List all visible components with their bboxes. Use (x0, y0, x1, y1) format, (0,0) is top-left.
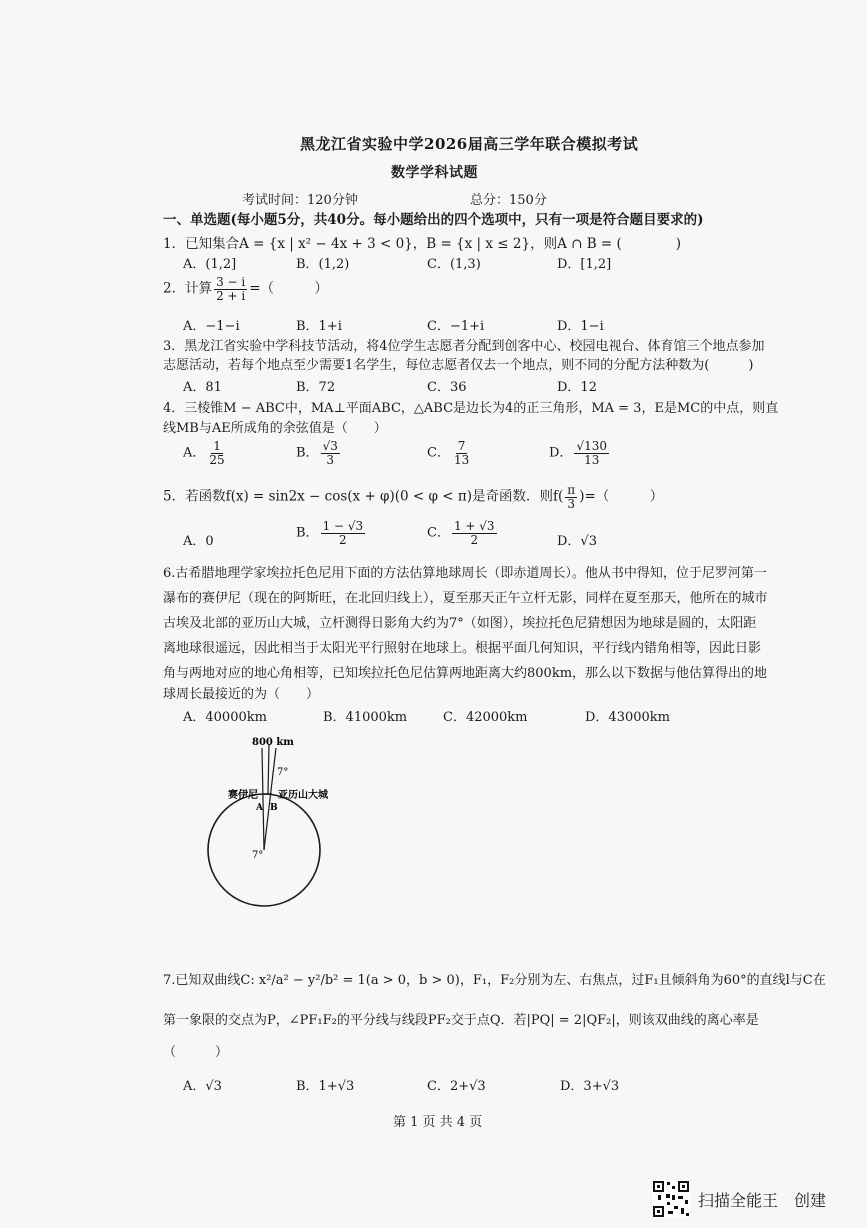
question-6-line-1: 6.古希腊地理学家埃拉托色尼用下面的方法估算地球周长（即赤道周长）。他从书中得知，位于尼罗河第一 (163, 566, 767, 581)
option-label: B． (296, 445, 319, 461)
question-5-arg-numerator: π (567, 483, 576, 497)
question-2-option-d: D．1−i (557, 319, 604, 334)
question-1-option-d: D．[1,2] (557, 257, 612, 272)
question-6-line-2: 瀑布的赛伊尼（现在的阿斯旺，在北回归线上），夏至那天正午立杆无影，同样在夏至那天，他所在的城市 (163, 591, 768, 606)
question-3-line-1: 3．黑龙江省实验中学科技节活动，将4位学生志愿者分配到创客中心、校园电视台、体育馆三个地点参加 (163, 339, 765, 354)
question-1-stem: 1．已知集合A = {x | x² − 4x + 3 < 0}，B = {x | x ≤ 2}，则A ∩ B = ( ) (163, 236, 682, 252)
fraction-numerator: 7 (457, 439, 466, 453)
question-7-option-d: D．3+√3 (560, 1079, 620, 1094)
question-2-prefix: 2．计算 (163, 280, 213, 297)
fraction-denominator: 13 (453, 452, 470, 467)
question-2-fraction (214, 276, 247, 302)
question-6-option-a: A．40000km (183, 710, 267, 725)
exam-title: 黑龙江省实验中学2026届高三学年联合模拟考试 (300, 135, 639, 153)
fraction-denominator: 3 (326, 452, 335, 467)
question-3-line-2: 志愿活动，若每个地点至少需要1名学生，每位志愿者仅去一个地点，则不同的分配方法种数为( ) (163, 358, 754, 373)
question-5-stem: 5．若函数f(x) = sin2x − cos(x + φ)(0 < φ < π)是奇函数．则f( $\frac{\pi}{3}$ )=（ ） (163, 483, 664, 511)
question-3-option-c: C．36 (427, 380, 467, 395)
question-4-option-d (549, 440, 611, 466)
question-2-numerator: 3 − i (216, 275, 246, 289)
question-5-suffix: =（ ） (584, 488, 664, 505)
question-2-denominator: 2 + i (216, 288, 246, 303)
fraction-denominator: 2 (470, 532, 479, 547)
question-4-line-1: 4．三棱锥M − ABC中，MA⊥平面ABC，△ABC是边长为4的正三角形，MA = 3，E是MC的中点，则直 (163, 401, 779, 416)
question-3-option-b: B．72 (296, 380, 336, 395)
question-4-option-a (183, 440, 229, 466)
figure-top-angle-label: 7° (277, 767, 289, 778)
exam-score: 总分：150分 (470, 193, 547, 208)
question-5-text: 5．若函数f(x) = sin2x − cos(x + φ)(0 < φ < π)是奇函数．则f (163, 488, 559, 505)
question-6-option-c: C．42000km (443, 710, 528, 725)
question-6-line-5: 角与两地对应的地心角相等，已知埃拉托色尼估算两地距离大约800km，那么以下数据与他估算得出的地 (163, 666, 768, 681)
fraction-numerator: √130 (576, 439, 607, 453)
option-label: C． (427, 445, 450, 461)
question-5-option-d: D．√3 (557, 534, 597, 549)
fraction-denominator: 25 (209, 452, 225, 467)
section-heading: 一、单选题(每小题5分，共40分。每小题给出的四个选项中，只有一项是符合题目要求的) (163, 212, 704, 228)
question-2-suffix: =（ ） (249, 280, 329, 297)
fraction-denominator: 13 (584, 452, 600, 467)
question-6-line-3: 古埃及北部的亚历山大城，立杆测得日影角大约为7°（如图），埃拉托色尼猜想因为地球是圆的，太阳距 (163, 616, 757, 631)
question-1-option-a: A．(1,2] (183, 257, 237, 272)
question-6-line-4: 离地球很遥远，因此相当于太阳光平行照射在地球上。根据平面几何知识，平行线内错角相等，因此日影 (163, 641, 762, 656)
figure-city-left-label: 赛伊尼 (228, 790, 258, 801)
fraction-numerator: 1 + √3 (453, 519, 495, 533)
figure-center-angle-label: 7° (252, 850, 264, 861)
scanner-watermark: 扫描全能王 创建 (698, 1191, 827, 1210)
fraction-denominator: 2 (339, 532, 347, 547)
question-4-option-c (427, 440, 473, 466)
question-3-option-a: A．81 (183, 380, 222, 395)
question-3-option-d: D．12 (557, 380, 597, 395)
figure-point-b-label: B (270, 803, 278, 813)
option-label: C． (427, 525, 450, 541)
question-7-line-2: 第一象限的交点为P，∠PF₁F₂的平分线与线段PF₂交于点Q．若|PQ| = 2|QF₂|，则该双曲线的离心率是 (163, 1013, 759, 1028)
option-label: D． (549, 445, 573, 461)
fraction-numerator: √3 (322, 439, 338, 453)
figure-point-a-label: A (256, 803, 263, 813)
question-2-option-c: C．−1+i (427, 319, 485, 334)
page-footer: 第 1 页 共 4 页 (393, 1115, 483, 1130)
question-2-option-a: A．−1−i (183, 319, 240, 334)
radius-a-line (262, 748, 264, 850)
exam-time: 考试时间：120分钟 (242, 193, 358, 208)
exam-subtitle: 数学学科试题 (391, 165, 478, 181)
fraction-numerator: 1 (213, 439, 221, 453)
question-6-option-b: B．41000km (323, 710, 408, 725)
question-5-option-b (296, 520, 367, 546)
question-2-stem (163, 276, 328, 302)
question-6-line-6: 球周长最接近的为（ ） (163, 687, 320, 702)
question-6-option-d: D．43000km (585, 710, 670, 725)
question-1-option-b: B．(1,2) (296, 257, 350, 272)
option-label: B． (296, 525, 319, 541)
question-5-option-c (427, 520, 499, 546)
question-7-line-3: （ ） (163, 1045, 229, 1060)
question-7-option-b: B．1+√3 (296, 1079, 355, 1094)
fraction-numerator: 1 − √3 (322, 519, 364, 533)
figure-distance-label: 800 km (252, 737, 294, 748)
figure-city-right-label: 亚历山大城 (278, 790, 328, 801)
question-5-option-a: A．0 (183, 534, 214, 549)
question-7-option-a: A．√3 (183, 1079, 222, 1094)
option-label: A． (183, 445, 206, 461)
question-5-arg-denominator: 3 (567, 496, 576, 511)
earth-diagram (200, 730, 340, 940)
radius-b-line (264, 748, 276, 850)
question-1-option-c: C．(1,3) (427, 257, 481, 272)
question-2-option-b: B．1+i (296, 319, 342, 334)
question-7-option-c: C．2+√3 (427, 1079, 486, 1094)
question-7-line-1: 7.已知双曲线C: x²/a² − y²/b² = 1(a > 0，b > 0)，F₁，F₂分别为左、右焦点，过F₁且倾斜角为60°的直线l与C在 (163, 973, 826, 988)
sun-ray-line (268, 744, 269, 794)
qr-code-icon (652, 1180, 690, 1218)
question-4-option-b (296, 440, 342, 466)
question-4-line-2: 线MB与AE所成角的余弦值是（ ） (163, 421, 387, 436)
